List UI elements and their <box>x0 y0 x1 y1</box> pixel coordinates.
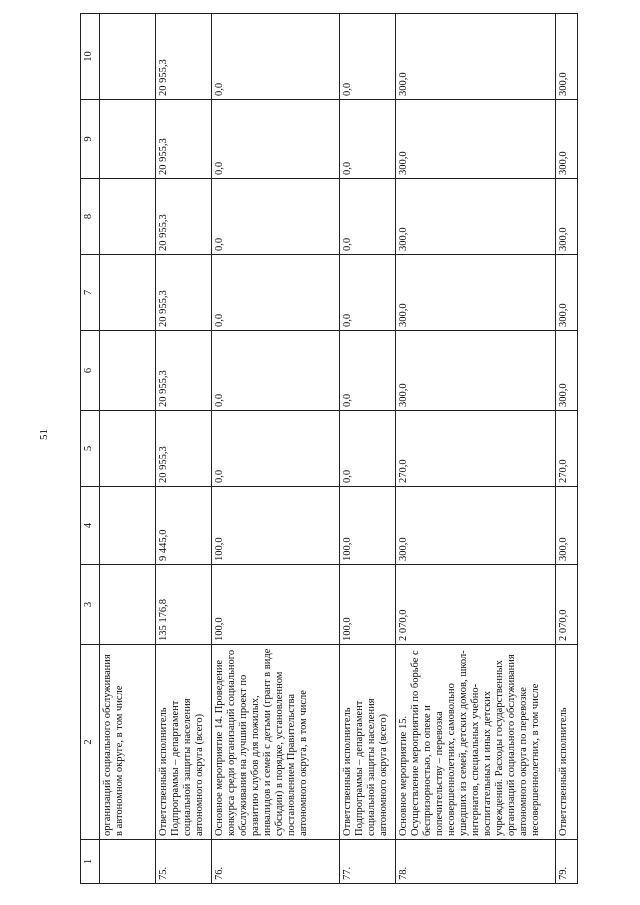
value-cell: 300,0 <box>396 487 556 565</box>
value-cell: 20 955,3 <box>156 14 212 100</box>
row-name: Основное мероприятие 14. Проведение конкурса среди организаций социального обслуживания на лучший проект по развитию клубов для пожилых, инвалидов и семей с детьми (грант в виде субсидии) в порядке, установленном постановлением Правительства автономного округа, в том числе <box>212 645 340 840</box>
row-name: Ответственный исполнитель <box>556 645 578 840</box>
value-cell: 0,0 <box>340 14 396 100</box>
budget-table <box>80 13 578 884</box>
row-number <box>100 840 156 884</box>
table-row <box>396 14 556 884</box>
value-cell: 100,0 <box>212 565 340 645</box>
value-cell: 100,0 <box>212 487 340 565</box>
table-row <box>212 14 340 884</box>
header-cell: 7 <box>81 255 100 331</box>
value-cell: 300,0 <box>396 14 556 100</box>
value-cell: 0,0 <box>212 14 340 100</box>
value-cell <box>100 565 156 645</box>
table-header-row <box>81 14 100 884</box>
value-cell: 20 955,3 <box>156 255 212 331</box>
row-number: 77. <box>340 840 396 884</box>
header-cell: 9 <box>81 100 100 179</box>
value-cell: 100,0 <box>340 565 396 645</box>
value-cell: 300,0 <box>556 179 578 255</box>
value-cell <box>100 100 156 179</box>
table-row <box>156 14 212 884</box>
row-name: организаций социального обслуживания в автономном округе, в том числе <box>100 645 156 840</box>
value-cell <box>100 487 156 565</box>
value-cell: 300,0 <box>396 255 556 331</box>
value-cell: 300,0 <box>396 100 556 179</box>
value-cell: 0,0 <box>212 255 340 331</box>
value-cell: 100,0 <box>340 487 396 565</box>
value-cell: 300,0 <box>556 487 578 565</box>
header-cell: 4 <box>81 487 100 565</box>
rotated-table-container <box>80 14 620 884</box>
value-cell: 0,0 <box>340 255 396 331</box>
value-cell: 300,0 <box>556 255 578 331</box>
row-name: Основное мероприятие 15. Осуществление мероприятий по борьбе с беспризорностью, по опеке и попечительству – перевозка несовершеннолетних, самовольно ушедших из семей, детских домов, школ-интернатов, специальных учебно-воспитательных и иных детских учреждений. Расходы государственных организаций социального обслуживания автономного округа по перевозке несовершеннолетних, в том числе <box>396 645 556 840</box>
page-number: 51 <box>38 429 50 440</box>
value-cell: 300,0 <box>556 14 578 100</box>
value-cell: 270,0 <box>556 411 578 487</box>
table-body <box>100 14 578 884</box>
value-cell: 20 955,3 <box>156 411 212 487</box>
value-cell <box>100 14 156 100</box>
value-cell: 9 445,0 <box>156 487 212 565</box>
header-cell: 5 <box>81 411 100 487</box>
value-cell: 0,0 <box>340 179 396 255</box>
value-cell <box>100 331 156 411</box>
value-cell: 300,0 <box>556 331 578 411</box>
table-row <box>556 14 578 884</box>
value-cell: 20 955,3 <box>156 331 212 411</box>
header-cell: 10 <box>81 14 100 100</box>
row-number: 79. <box>556 840 578 884</box>
value-cell: 2 070,0 <box>396 565 556 645</box>
header-cell: 3 <box>81 565 100 645</box>
value-cell: 0,0 <box>212 331 340 411</box>
header-cell: 8 <box>81 179 100 255</box>
value-cell: 0,0 <box>212 411 340 487</box>
header-cell: 2 <box>81 645 100 840</box>
value-cell: 20 955,3 <box>156 179 212 255</box>
table-row <box>100 14 156 884</box>
row-name: Ответственный исполнитель Подпрограммы – департамент социальной защиты населения автономного округа (всего) <box>156 645 212 840</box>
value-cell: 0,0 <box>340 100 396 179</box>
value-cell: 0,0 <box>212 100 340 179</box>
value-cell <box>100 411 156 487</box>
header-cell: 1 <box>81 840 100 884</box>
value-cell <box>100 255 156 331</box>
row-number: 78. <box>396 840 556 884</box>
row-number: 75. <box>156 840 212 884</box>
value-cell <box>100 179 156 255</box>
value-cell: 135 176,8 <box>156 565 212 645</box>
header-cell: 6 <box>81 331 100 411</box>
value-cell: 270,0 <box>396 411 556 487</box>
value-cell: 0,0 <box>212 179 340 255</box>
value-cell: 300,0 <box>396 179 556 255</box>
row-number: 76. <box>212 840 340 884</box>
value-cell: 300,0 <box>556 100 578 179</box>
value-cell: 300,0 <box>396 331 556 411</box>
value-cell: 2 070,0 <box>556 565 578 645</box>
table-row <box>340 14 396 884</box>
value-cell: 20 955,3 <box>156 100 212 179</box>
value-cell: 0,0 <box>340 411 396 487</box>
row-name: Ответственный исполнитель Подпрограммы – департамент социальной защиты населения автономного округа (всего) <box>340 645 396 840</box>
value-cell: 0,0 <box>340 331 396 411</box>
